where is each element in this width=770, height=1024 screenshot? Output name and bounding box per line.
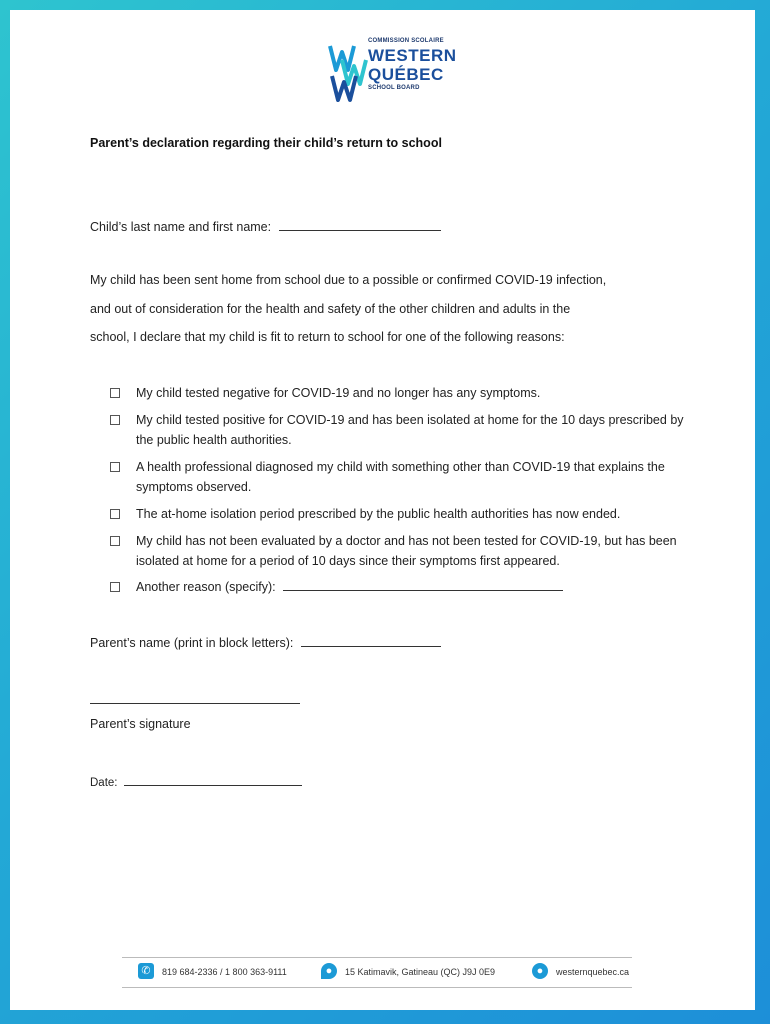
declaration-line-3: school, I declare that my child is fit to return to school for one of the following reasons: [90,330,565,344]
option-item [110,531,700,571]
declaration-line-2: and out of consideration for the health and safety of the other children and adults in the [90,302,571,316]
option-label: My child tested negative for COVID-19 and no longer has any symptoms. [136,386,541,400]
option-item [110,410,700,450]
option-checkbox[interactable] [110,509,120,519]
footer-website[interactable]: westernquebec.ca [556,967,630,977]
option-other-row [110,577,700,597]
footer-phone: 819 684-2336 / 1 800 363-9111 [162,967,287,977]
signature-line[interactable] [90,703,300,704]
location-pin-icon: ● [321,963,337,979]
footer-top-divider [122,957,632,958]
option-checkbox[interactable] [110,582,120,592]
option-item [110,504,700,524]
option-item [110,457,700,497]
school-board-logo-icon [328,40,372,108]
other-reason-field[interactable] [283,578,563,591]
date-field[interactable] [124,773,302,786]
declaration-line-1: My child has been sent home from school due to a possible or confirmed COVID-19 infection, [90,273,607,287]
logo-board-text: SCHOOL BOARD [368,85,420,91]
option-checkbox[interactable] [110,415,120,425]
option-label: The at-home isolation period prescribed by the public health authorities has now ended. [136,507,621,521]
option-label: My child has not been evaluated by a doctor and has not been tested for COVID-19, but has been isolated at home for a period of 10 days since their symptoms first appeared. [136,534,677,568]
globe-icon: ● [532,963,548,979]
footer-bottom-divider [122,987,632,988]
parent-name-field[interactable] [301,634,441,647]
footer-address: 15 Katimavik, Gatineau (QC) J9J 0E9 [345,967,496,977]
child-name-label: Child’s last name and first name: [90,220,272,234]
option-checkbox[interactable] [110,536,120,546]
option-item [110,383,700,403]
logo-western-text: WESTERN [368,46,457,65]
phone-icon: ✆ [138,963,154,979]
option-checkbox[interactable] [110,462,120,472]
option-label: My child tested positive for COVID-19 and has been isolated at home for the 10 days prescribed by the public health authorities. [136,413,684,447]
signature-label: Parent’s signature [90,717,191,731]
option-label: A health professional diagnosed my child with something other than COVID-19 that explains the symptoms observed. [136,460,665,494]
child-name-row [90,218,441,234]
option-checkbox[interactable] [110,388,120,398]
page-title: Parent’s declaration regarding their child’s return to school [90,136,442,150]
parent-name-label: Parent’s name (print in block letters): [90,636,294,650]
logo-commission-text: COMMISSION SCOLAIRE [368,38,444,44]
child-name-field[interactable] [279,218,441,231]
date-row [90,773,302,789]
logo-quebec-text: QUÉBEC [368,65,444,84]
parent-name-row [90,634,441,650]
date-label: Date: [90,777,118,789]
document-page [10,10,755,1010]
option-label: Another reason (specify): [136,580,276,594]
option-item [110,577,700,597]
